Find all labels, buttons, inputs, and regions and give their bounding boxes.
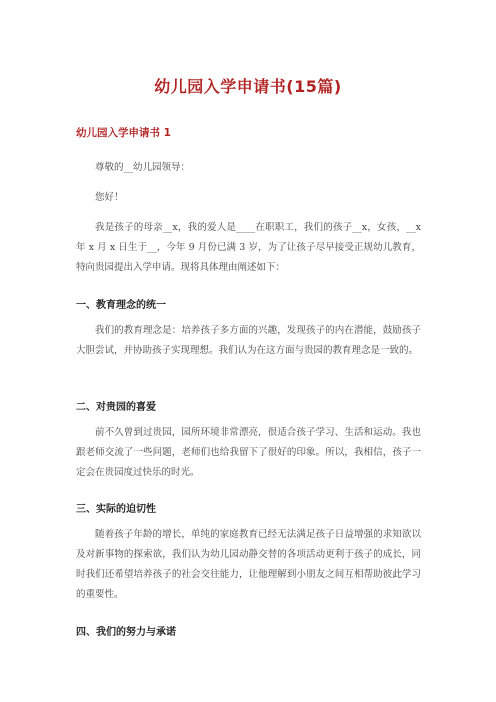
salutation: 尊敬的__幼儿园领导： [95,162,191,173]
greeting: 您好！ [95,192,124,203]
section-title: 幼儿园入学申请书 1 [76,127,171,139]
paragraph-1: 我们的教育理念是：培养孩子多方面的兴趣，发现孩子的内在潜能，鼓励孩子大胆尝试，并协助孩子实现理想。我们认为在这方面与贵园的教育理念是一致的。 [76,325,421,356]
paragraph-2: 前不久曾到过贵园，园所环境非常漂亮，很适合孩子学习、生活和运动。我也跟老师交流了一些问题，老师们也给我留下了很好的印象。所以，我相信，孩子一定会在贵园度过快乐的时光。 [76,427,421,478]
heading-2: 二、对贵园的喜爱 [76,402,156,413]
heading-1: 一、教育理念的统一 [76,300,166,311]
document-title: 幼儿园入学申请书(15篇) [154,77,342,96]
paragraph-3: 随着孩子年龄的增长，单纯的家庭教育已经无法满足孩子日益增强的求知欲以及对新事物的探索欲，我们认为幼儿园动静交替的各项活动更利于孩子的成长，同时我们还希望培养孩子的社会交往能力，让他理解到小朋友之间互相帮助彼此学习的重要性。 [76,529,421,600]
heading-4: 四、我们的努力与承诺 [76,627,176,638]
heading-3: 三、实际的迫切性 [76,504,156,515]
intro-paragraph: 我是孩子的母亲__x，我的爱人是____在职职工，我们的孩子__x，女孩，__x年 x 月 x 日生于__，今年 9 月份已满 3 岁，为了让孩子尽早接受正规幼儿教育，特向贵园提出入学申请。现将具体理由阐述如下： [76,222,421,273]
